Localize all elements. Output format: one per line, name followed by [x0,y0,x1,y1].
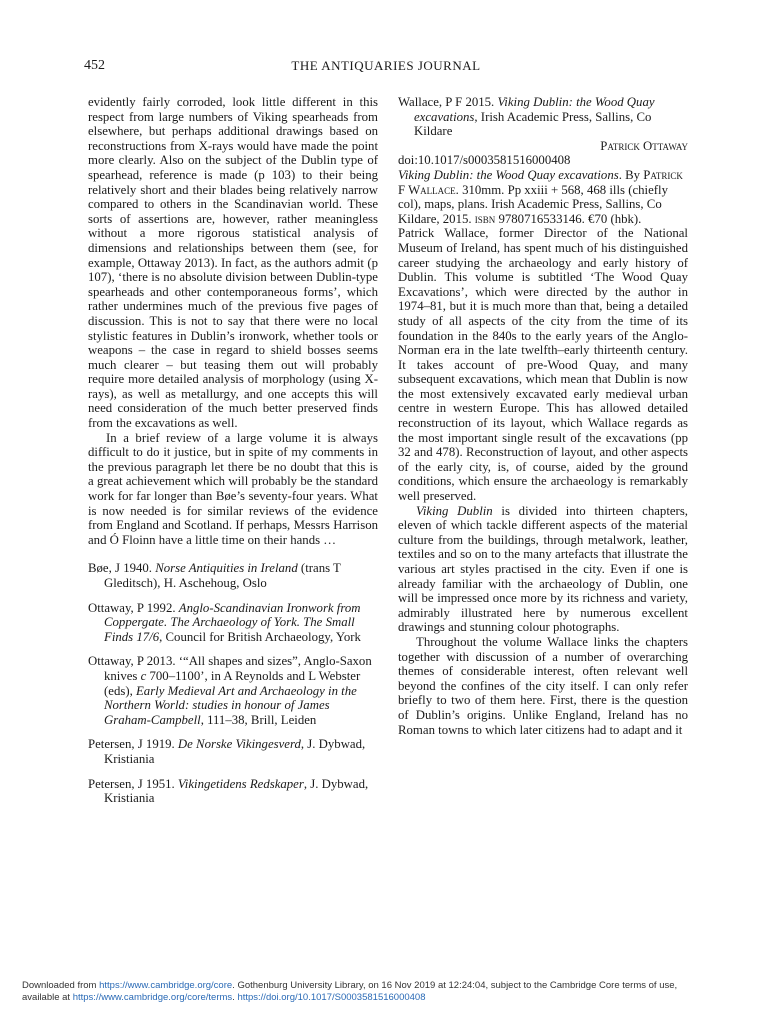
reference-item: Ottaway, P 1992. Anglo-Scandinavian Ironwork from Coppergate. The Archaeology of York. The Small Finds 17/6, Council for British Archaeology, York [88,600,361,644]
page-header [84,58,688,76]
body-paragraph: evidently fairly corroded, look little different in this respect from large numbers of Viking spearheads from elsewhere, but perhaps additional drawings based on reconstructions from X-rays would have made the point more clearly. Also on the subject of the Dublin type of spearhead, reference is made (p 103) to their being relatively short and their blades being relatively narrow compared to others in the Scandinavian world. These sorts of assertions are, however, rather meaningless without a more rigorous statistical analysis of dimensions and relationships between them (see, for example, Ottaway 2013). In fact, as the authors admit (p 107), ‘there is no absolute division between Dublin-type spearheads and other contemporaneous forms’, which rather undermines much of the previous five pages of discussion. This is not to say that there were no local stylistic features in Dublin’s ironwork, whether tools or weapons – the case in regard to shield bosses seems much clearer – but teasing them out will probably require more detailed analysis of morphology (using X-rays), as well as metallurgy, and one accepts this will need consideration of the much better preserved finds from the excavations as well. [88,95,378,431]
doi: doi:10.1017/s0003581516000408 [398,153,571,168]
footer-line: available at https://www.cambridge.org/core/terms. https://doi.org/10.1017/S0003581516000408 [22,992,426,1003]
terms-link[interactable]: https://www.cambridge.org/core/terms [72,992,233,1003]
reference-item: Wallace, P F 2015. Viking Dublin: the Wood Quay excavations, Irish Academic Press, Sallins, Co Kildare [398,95,655,139]
reference-item: Bøe, J 1940. Norse Antiquities in Ireland (trans T Gleditsch), H. Aschehoug, Oslo [88,561,341,590]
journal-title: THE ANTIQUARIES JOURNAL [291,58,481,73]
left-column [88,95,378,806]
body-paragraph: Viking Dublin is divided into thirteen chapters, eleven of which tackle different aspects of the material culture from the buildings, through metalwork, leather, textiles and so on to the many artefacts that illustrate the various art styles practised in the city. Even if one is already familiar with the archaeology of Dublin, one will be impressed once more by its richness and variety, admirably illustrated here by numerous excellent drawings and stunning colour photographs. [398,503,688,635]
body-paragraph: Patrick Wallace, former Director of the National Museum of Ireland, has spent much of his distinguished career studying the archaeology and early history of Dublin. This volume is subtitled ‘The Wood Quay Excavations’, which were directed by the author in 1974–81, but it is much more than that, being a detailed study of all aspects of the city from the time of its foundation in the 840s to the early years of the Anglo-Norman era in the late twelfth–early thirteenth century. It takes account of pre-Wood Quay, and many subsequent excavations, which mean that Dublin is now the most extensively excavated early medieval urban centre in western Europe. This has allowed detailed reconstruction of its layout, which Wallace regards as the most important single result of the excavations (pp 32 and 478). Reconstruction of layout, and other aspects of the early city, is, of course, aided by the ground conditions, which ensure the archaeology is remarkably well preserved. [398,226,688,504]
body-paragraph: Throughout the volume Wallace links the chapters together with discussion of a number of overarching themes of considerable interest, often relevant well beyond the confines of the city itself. I can only refer briefly to two of them here. First, there is the question of Dublin’s origins. Unlike England, Ireland has no Roman towns to which later citizens had to adapt and it [398,634,688,737]
reference-item: Petersen, J 1919. De Norske Vikingesverd, J. Dybwad, Kristiania [88,737,366,766]
cambridge-core-link[interactable]: https://www.cambridge.org/core [99,980,233,991]
download-footer [22,980,752,1004]
right-column [398,95,688,737]
reviewer-signature: Patrick Ottaway [600,138,688,153]
book-citation: Viking Dublin: the Wood Quay excavations. By Patrick F Wallace. 310mm. Pp xxiii + 568, 468 ills (chiefly col), maps, plans. Irish Academic Press, Sallins, Co Kildare, 2015. isbn 9780716533146. €70 (hbk). [398,167,683,226]
reference-item: Ottaway, P 2013. ‘“All shapes and sizes”, Anglo-Saxon knives c 700–1100’, in A Reynolds and L Webster (eds), Early Medieval Art and Archaeology in the Northern World: studies in honour of James Graham-Campbell, 111–38, Brill, Leiden [88,654,372,727]
page-number: 452 [84,58,105,73]
footer-line: Downloaded from https://www.cambridge.org/core. Gothenburg University Library, on 16 Nov 2019 at 12:24:04, subject to the Cambridge Core terms of use, [22,980,678,991]
reference-item: Petersen, J 1951. Vikingetidens Redskaper, J. Dybwad, Kristiania [88,776,369,806]
doi-link[interactable]: https://doi.org/10.1017/S0003581516000408 [237,992,426,1003]
body-paragraph: In a brief review of a large volume it is always difficult to do it justice, but in spite of my comments in the previous paragraph let there be no doubt that this is a great achievement which will probably be the standard work for far longer than Bøe’s seventy-four years. What is now needed is for similar reviews of the evidence from England and Scotland. If perhaps, Messrs Harrison and Ó Floinn have a little time on their hands … [88,430,378,547]
